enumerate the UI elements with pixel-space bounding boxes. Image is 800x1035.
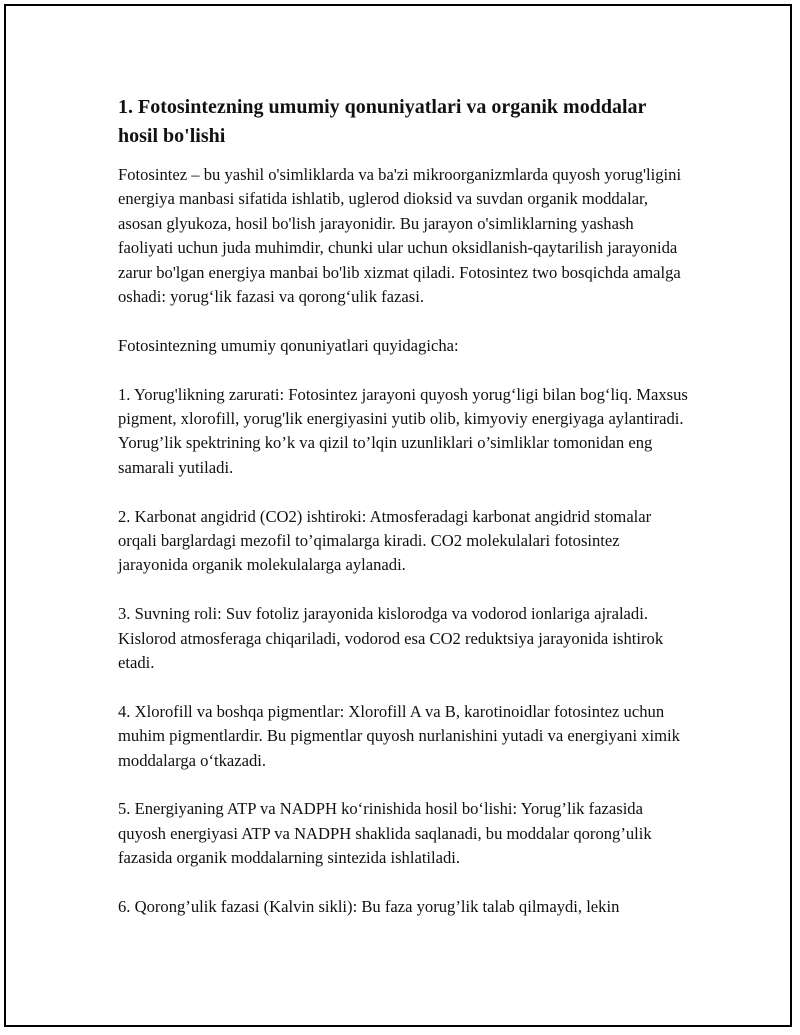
document-title: 1. Fotosintezning umumiy qonuniyatlari va organik moddalar hosil bo'lishi (118, 96, 647, 147)
list-item-water: 3. Suvning roli: Suv fotoliz jarayonida kislorodga va vodorod ionlariga ajraladi. Kislorod atmosferaga chiqariladi, vodorod esa CO2 reduktsiya jarayonida ishtirok etadi. (118, 604, 664, 673)
list-item-atp-nadph: 5. Energiyaning ATP va NADPH ko‘rinishida hosil bo‘lishi: Yorug’lik fazasida quyosh energiyasi ATP va NADPH shaklida saqlanadi, bu moddalar qorong’ulik fazasida organik moddalarning sintezida ishlatiladi. (118, 799, 652, 868)
list-item-light: 1. Yorug'likning zarurati: Fotosintez jarayoni quyosh yorug‘ligi bilan bog‘liq. Maxsus pigment, xlorofill, yorug'lik energiyasini yutib olib, kimyoviy energiyaga aylantiradi. Yorug’lik spektrining ko’k va qizil to’lqin uzunliklari o’simliklar tomonidan eng samarali yutiladi. (118, 384, 688, 477)
list-item-pigments: 4. Xlorofill va boshqa pigmentlar: Xlorofill A va B, karotinoidlar fotosintez uchun muhim pigmentlardir. Bu pigmentlar quyosh nurlanishini yutadi va energiyani ximik moddalarga o‘tkazadi. (118, 701, 680, 770)
intro-paragraph: Fotosintez – bu yashil o'simliklarda va ba'zi mikroorganizmlarda quyosh yorug'ligini energiya manbasi sifatida ishlatib, uglerod dioksid va suvdan organik moddalar, asosan glyukoza, hosil bo'lish jarayonidir. Bu jarayon o'simliklarning yashash faoliyati uchun juda muhimdir, chunki ular uchun oksidlanish-qaytarilish jarayonida zarur bo'lgan energiya manbai bo'lib xizmat qiladi. Fotosintez two bosqichda amalga oshadi: yorug‘lik fazasi va qorong‘ulik fazasi. (118, 165, 682, 307)
document-body (118, 93, 688, 919)
list-item-calvin-cycle: 6. Qorong’ulik fazasi (Kalvin sikli): Bu faza yorug’lik talab qilmaydi, lekin (118, 897, 620, 917)
list-intro-paragraph: Fotosintezning umumiy qonuniyatlari quyidagicha: (118, 335, 459, 355)
list-item-co2: 2. Karbonat angidrid (CO2) ishtiroki: Atmosferadagi karbonat angidrid stomalar orqali barglardagi mezofil to’qimalarga kiradi. CO2 molekulalari fotosintez jarayonida organik molekulalarga aylanadi. (118, 506, 652, 575)
